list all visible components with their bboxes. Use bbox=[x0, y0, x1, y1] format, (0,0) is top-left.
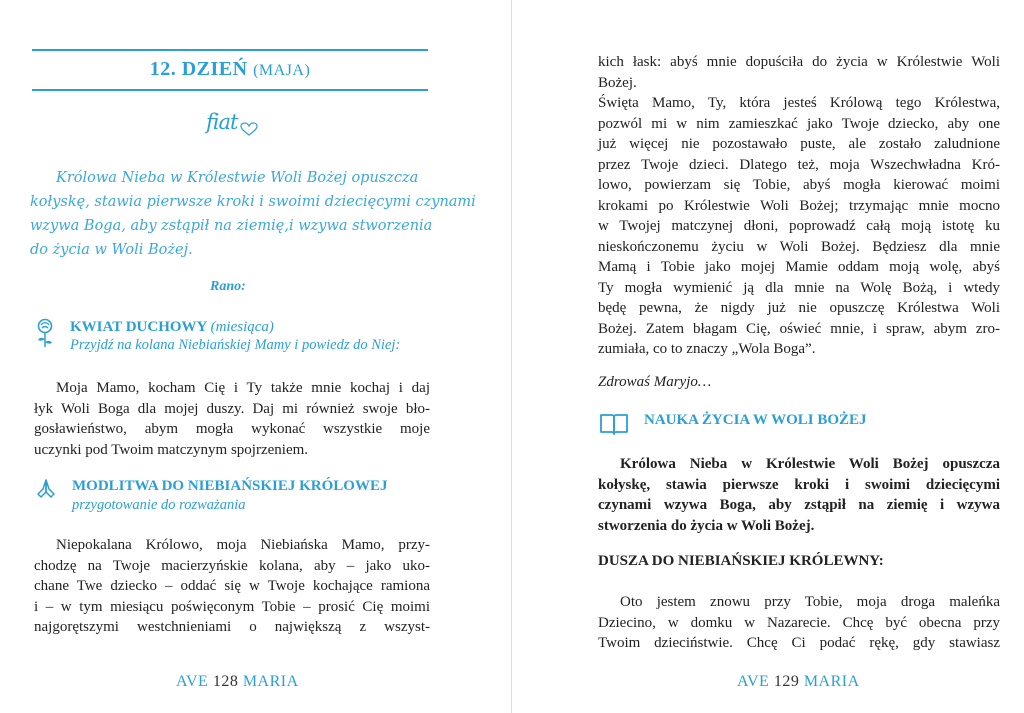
paragraph-line: Moja Mamo, kocham Cię i Ty także mnie kochaj i daj bbox=[56, 380, 430, 396]
paragraph-line: nieskończonemu życiu w Woli Bożej. Będziesz dla mnie bbox=[598, 238, 1000, 255]
paragraph-line: przez Twoje dzieci. Dlatego też, moja Wszechwładna Kró- bbox=[598, 156, 1000, 173]
day-title bbox=[32, 58, 428, 81]
footer-ave: AVE bbox=[737, 673, 770, 690]
paragraph-line: zumiała, co to znaczy „Wola Boga”. bbox=[598, 341, 816, 357]
paragraph-line: chodzę na Twoje macierzyńskie kolana, aby – jako uko- bbox=[34, 557, 430, 574]
continued-paragraph bbox=[598, 52, 1000, 360]
paragraph-line: najgorętszymi westchnieniami o największą z wszyst- bbox=[34, 619, 430, 635]
day-title-subtitle: (MAJA) bbox=[253, 62, 311, 79]
paragraph-line: już więcej nie pozostawało puste, ale zostało zaludnione bbox=[598, 136, 1000, 152]
paragraph-line: Niepokalana Królowo, moja Niebiańska Mamo, przy- bbox=[56, 537, 430, 553]
rose-icon bbox=[34, 318, 56, 348]
kwiat-heading bbox=[70, 319, 274, 336]
paragraph-line: i – w tym miesiącu poświęconym Tobie – prosić Cię moimi bbox=[34, 598, 430, 615]
fiat-logo-text: fiat bbox=[206, 110, 238, 134]
footer-page-number: 129 bbox=[773, 673, 800, 690]
paragraph-line: Bożej. Zatem błagam Cię, oświeć mnie, i spraw, abym zro- bbox=[598, 320, 1000, 337]
footer-page-number: 128 bbox=[212, 673, 239, 690]
kwiat-heading-text: KWIAT DUCHOWY bbox=[70, 319, 207, 335]
paragraph-line: Bożej. bbox=[598, 74, 637, 91]
paragraph-line: lowo, powierzam się Tobie, abyś mogła kierować moimi bbox=[598, 177, 1000, 193]
left-page-footer bbox=[176, 673, 299, 691]
paragraph-line: Twoim dzieciństwie. Chcę Ci podać rękę, gdy stawiasz bbox=[598, 635, 1000, 651]
paragraph-line: chane Twe dziecko – oddać się w Twoje kochające ramiona bbox=[34, 578, 430, 594]
kwiat-paragraph bbox=[34, 378, 430, 460]
paragraph-line: Mamą i Tobie jako mojej Mamie oddam moją wolę, abyś bbox=[598, 259, 1000, 275]
paragraph-line: krokami po Królestwie Woli Bożej; trzymając mnie mocno bbox=[598, 197, 1000, 214]
footer-ave: AVE bbox=[176, 673, 209, 690]
right-page-footer bbox=[737, 673, 860, 691]
paragraph-line: będę pewna, że nigdy już nie opuszczę Królestwa Woli bbox=[598, 300, 1000, 316]
paragraph-line: gosławieństwo, abym mogła wykonać wszystkie moje bbox=[34, 421, 430, 437]
paragraph-line: Oto jestem znowu przy Tobie, moja droga maleńka bbox=[620, 594, 1000, 610]
paragraph-line: Ty mogła wymienić ją dla mnie na Wolę Bożą, i wtedy bbox=[598, 279, 1000, 296]
modlitwa-paragraph bbox=[34, 535, 430, 638]
modlitwa-subheading: przygotowanie do rozważania bbox=[72, 497, 246, 513]
intro-line: Królowa Nieba w Królestwie Woli Bożej opuszcza bbox=[56, 170, 419, 186]
heart-icon bbox=[240, 122, 258, 136]
paragraph-line: łyk Woli Boga dla mojej duszy. Daj mi również swoje bło- bbox=[34, 400, 430, 417]
rano-label: Rano: bbox=[210, 279, 246, 294]
dusza-paragraph bbox=[598, 592, 1000, 654]
paragraph-line: Święta Mamo, Ty, która jesteś Królową tego Królestwa, bbox=[598, 95, 1000, 111]
nauka-heading: NAUKA ŻYCIA W WOLI BOŻEJ bbox=[644, 412, 867, 428]
modlitwa-heading: MODLITWA DO NIEBIAŃSKIEJ KRÓLOWEJ bbox=[72, 478, 388, 494]
paragraph-line: uczynki pod Twoim matczynym spojrzeniem. bbox=[34, 441, 309, 458]
paragraph-line: Dziecino, w domku w Nazarecie. Chcę być obecna przy bbox=[598, 614, 1000, 631]
zdrowas-line: Zdrowaś Maryjo… bbox=[598, 374, 712, 390]
title-rule-top bbox=[32, 49, 428, 51]
dusza-heading: DUSZA DO NIEBIAŃSKIEJ KRÓLEWNY: bbox=[598, 553, 884, 569]
open-book-icon bbox=[599, 412, 629, 436]
intro-line: kołyskę, stawia pierwsze kroki i swoimi dziecięcymi czynami bbox=[30, 194, 476, 210]
paragraph-line: Królowa Nieba w Królestwie Woli Bożej opuszcza bbox=[620, 456, 1000, 472]
paragraph-line: w Twojej matczynej dłoni, poprowadź całą moją istotę ku bbox=[598, 218, 1000, 234]
footer-maria: MARIA bbox=[242, 673, 299, 690]
title-rule-bottom bbox=[32, 89, 428, 91]
intro-line: wzywa Boga, aby zstąpił na ziemię,i wzywa stworzenia bbox=[30, 218, 433, 234]
paragraph-line: kich łask: abyś mnie dopuściła do życia w Królestwie Woli bbox=[598, 54, 1000, 70]
kwiat-heading-meta: (miesiąca) bbox=[210, 319, 274, 335]
kwiat-subheading: Przyjdź na kolana Niebiańskiej Mamy i powiedz do Niej: bbox=[70, 337, 401, 353]
intro-line: do życia w Woli Bożej. bbox=[30, 242, 193, 258]
praying-hands-icon bbox=[34, 477, 58, 501]
paragraph-line: czynami wzywa Boga, aby zstąpił na ziemię i wzywa bbox=[598, 497, 1000, 513]
nauka-paragraph bbox=[598, 454, 1000, 536]
paragraph-line: kołyskę, stawia pierwsze kroki i swoimi dziecięcymi bbox=[598, 476, 1000, 493]
paragraph-line: pozwól mi w nim zamieszkać jako Twoje dziecko, aby one bbox=[598, 115, 1000, 132]
right-page bbox=[512, 0, 1024, 713]
footer-maria: MARIA bbox=[803, 673, 860, 690]
fiat-logo bbox=[206, 110, 256, 148]
intro-script bbox=[30, 166, 476, 262]
day-title-text: 12. DZIEŃ bbox=[149, 58, 248, 80]
paragraph-line: stworzenia do życia w Woli Bożej. bbox=[598, 517, 815, 534]
